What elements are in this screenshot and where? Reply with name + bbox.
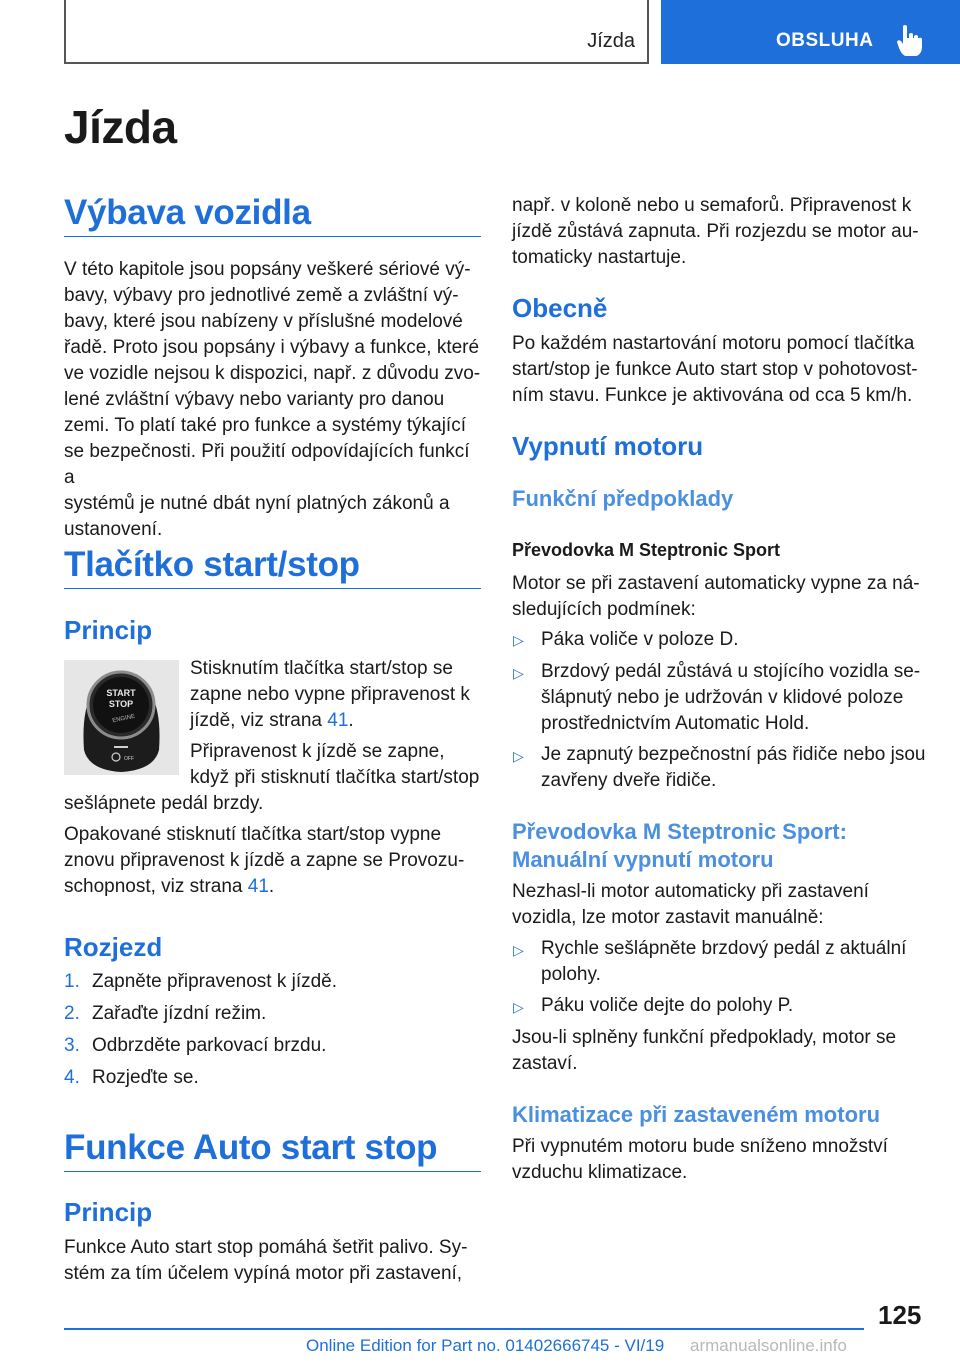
paragraph-line: řadě. Proto jsou popsány i výbavy a funkce, které [64,337,480,358]
start-stop-button-graphic [64,660,179,775]
bullet-triangle-icon: ▷ [513,748,524,764]
klima-paragraph: Při vypnutém motoru bude sníženo množství vzduchu klimatizace. [512,1136,888,1183]
list-item: 2. Zařaďte jízdní režim. [64,1003,267,1024]
list-item: Páku voliče dejte do polohy P. [541,995,794,1016]
paragraph-line: systémů je nutné dbát nyní platných zákonů a [64,493,450,514]
heading-rule [64,236,481,237]
header-tab-obsluha[interactable] [661,0,960,64]
paragraph-line: bavy, výbavy pro jednotlivé země a zvláštní vý‐ [64,285,459,306]
heading-rule [64,1171,481,1172]
page-link[interactable]: 41 [327,710,349,731]
heading-funkce-auto-start-stop: Funkce Auto start stop [64,1128,438,1167]
start-stop-button-image [64,660,179,775]
hand-pointer-icon [897,24,923,56]
button-label-engine: ENGINE [111,713,136,725]
princip-paragraph-3: Opakované stisknutí tlačítka start/stop vypne znovu připravenost k jízdě a zapne se Provozu‐ schopnost, viz strana 41. [64,824,465,897]
header-section-box [64,0,649,64]
paragraph-line: se bezpečnosti. Při použití odpovídajících funkcí a [64,441,470,488]
steptronic-paragraph: Motor se při zastavení automaticky vypne za ná‐ sledujících podmínek: [512,573,920,620]
vybava-paragraph [64,257,484,543]
header-section-title: Jízda [587,30,635,52]
paragraph-line: lené zvláštní výbavy nebo varianty pro danou [64,389,445,410]
obecne-paragraph: Po každém nastartování motoru pomocí tlačítka start/stop je funkce Auto start stop v pohotovost‐ ním stavu. Funkce je aktivována od cca 5 km/h. [512,333,918,406]
paragraph-line: ustanovení. [64,519,163,540]
list-item: 1. Zapněte připravenost k jízdě. [64,971,338,992]
heading-klimatizace: Klimatizace při zastaveném motoru [512,1102,881,1127]
paragraph-line: zemi. To platí také pro funkce a systémy týkající [64,415,466,436]
paragraph-line: V této kapitole jsou popsány veškeré sériové vý‐ [64,259,471,280]
page-number: 125 [878,1300,922,1330]
list-item: 3. Odbrzděte parkovací brzdu. [64,1035,327,1056]
list-item: Je zapnutý bezpečnostní pás řidiče nebo jsou zavřeny dveře řidiče. [541,744,926,791]
list-item: Rychle sešlápněte brzdový pedál z aktuální polohy. [541,938,907,985]
heading-obecne: Obecně [512,293,608,323]
heading-funkcni-predpoklady: Funkční předpoklady [512,486,734,511]
bullet-triangle-icon: ▷ [513,999,524,1015]
footer-rule [64,1328,864,1330]
button-label-start: START [106,688,136,698]
paragraph-line: ve vozidle nejsou k dispozici, např. z důvodu zvo‐ [64,363,481,384]
princip-paragraph-2a: Připravenost k jízdě se zapne, když při stisknutí tlačítka start/stop [190,741,480,788]
bullet-triangle-icon: ▷ [513,942,524,958]
footer-edition: Online Edition for Part no. 01402666745 - VI/19 [306,1336,665,1355]
list-item: Páka voliče v poloze D. [541,629,739,650]
list-item: Brzdový pedál zůstává u stojícího vozidla se‐ šlápnutý nebo je udržován v klidové poloze prostřednictvím Automatic Hold. [541,661,921,734]
manual-paragraph: Nezhasl-li motor automaticky při zastavení vozidla, lze motor zastavit manuálně: [512,881,869,928]
after-paragraph: Jsou-li splněny funkční předpoklady, motor se zastaví. [512,1027,897,1074]
heading-manualni-vypnuti: Převodovka M Steptronic Sport: Manuální vypnutí motoru [512,819,847,872]
list-item: 4. Rozjeďte se. [64,1067,199,1088]
heading-vybava-vozidla: Výbava vozidla [64,193,311,232]
chapter-title: Jízda [64,101,177,153]
heading-princip: Princip [64,615,153,645]
page-link[interactable]: 41 [247,876,269,897]
footer-watermark: armanualsonline.info [690,1336,847,1355]
button-label-off: OFF [124,756,134,762]
heading-tlacitko-start-stop: Tlačítko start/stop [64,545,360,584]
princip-paragraph-1: Stisknutím tlačítka start/stop se zapne nebo vypne připravenost k jízdě, viz strana 41. [190,658,470,731]
paragraph-line: bavy, které jsou nabízeny v příslušné modelové [64,311,463,332]
auto-continued-paragraph: např. v koloně nebo u semaforů. Připravenost k jízdě zůstává zapnuta. Při rozjezdu se motor au‐ tomaticky nastartuje. [512,195,919,268]
heading-rozjezd: Rozjezd [64,932,163,962]
heading-vypnuti-motoru: Vypnutí motoru [512,431,704,461]
auto-princip-paragraph: Funkce Auto start stop pomáhá šetřit palivo. Sy‐ stém za tím účelem vypíná motor při zastavení, [64,1237,468,1284]
heading-auto-princip: Princip [64,1197,153,1227]
heading-rule [64,588,481,589]
header-tab-label: OBSLUHA [776,30,874,51]
button-label-stop: STOP [108,699,134,709]
princip-paragraph-2b: sešlápnete pedál brzdy. [64,793,264,814]
heading-steptronic: Převodovka M Steptronic Sport [512,540,781,560]
bullet-triangle-icon: ▷ [513,665,524,681]
rozjezd-list [64,969,484,1091]
bullet-triangle-icon: ▷ [513,632,524,648]
